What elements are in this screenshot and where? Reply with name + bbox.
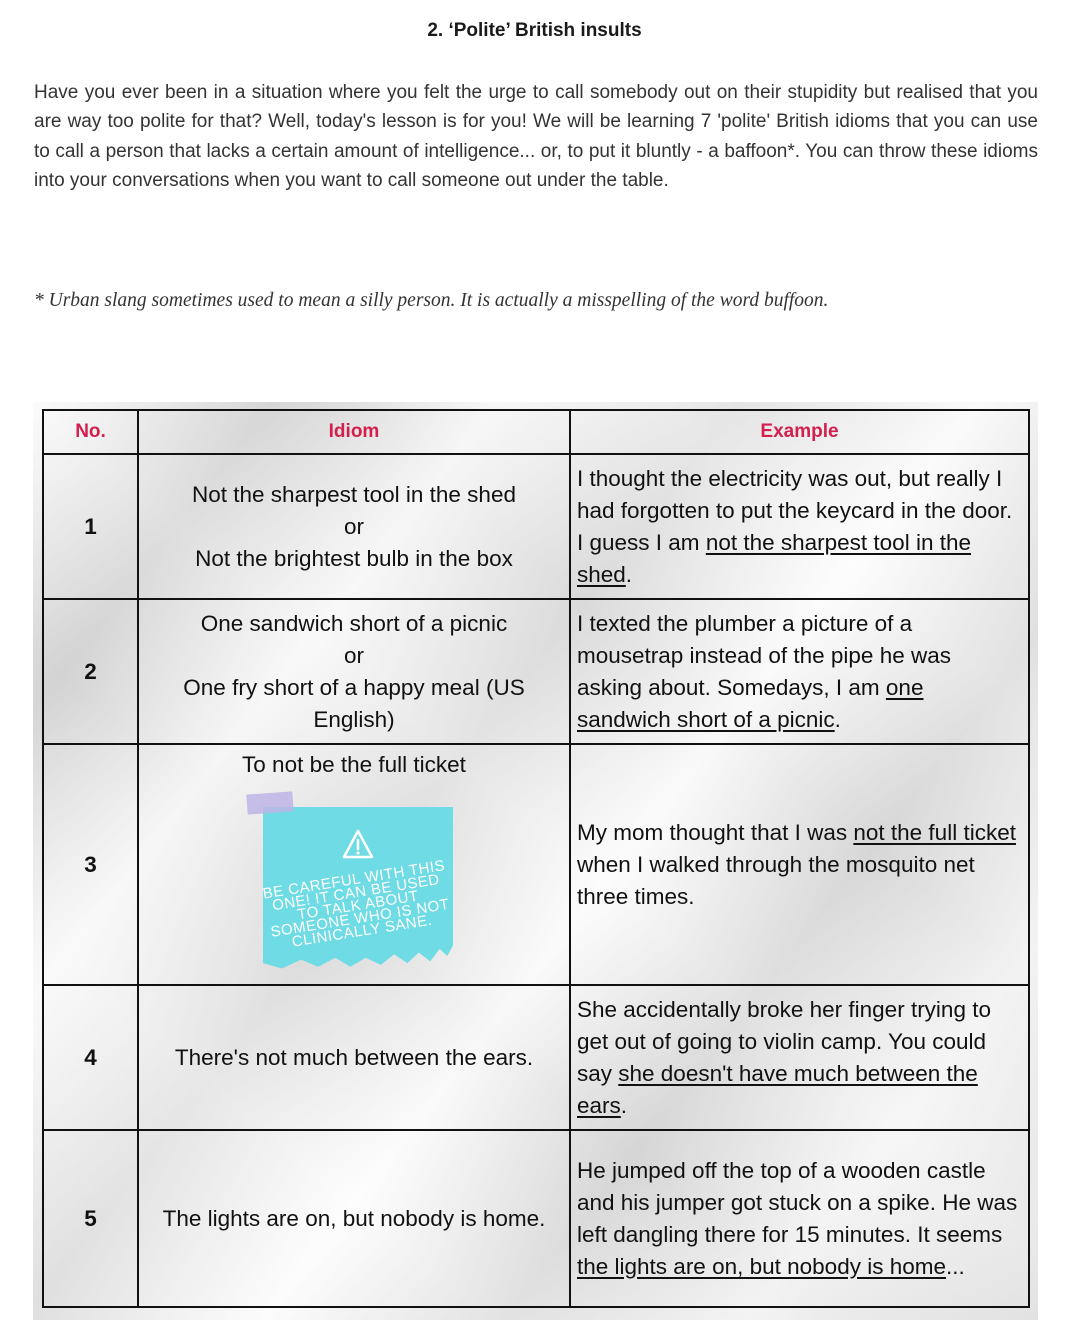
- example-cell: [570, 599, 1029, 744]
- idiom-line: Not the brightest bulb in the box: [195, 545, 513, 571]
- idiom-cell: [138, 599, 570, 744]
- idiom-line: One sandwich short of a picnic: [200, 610, 508, 636]
- row-number: 2: [43, 599, 138, 744]
- intro-paragraph: Have you ever been in a situation where you felt the urge to call somebody out on their stupidity but realised that you are way too polite for that? Well, today's lesson is for you! We will be learning 7 'polite' British idioms that you can use to call a person that lacks a certain amount of intelligence... or, to put it bluntly - a baffoon*. You can throw these idioms into your conversations when you want to call someone out under the table.: [34, 82, 1038, 191]
- idiom-cell: [138, 744, 570, 985]
- example-text-end: .: [834, 706, 841, 732]
- example-highlight: the lights are on, but nobody is home: [577, 1253, 946, 1279]
- example-text: My mom thought that I was: [577, 819, 854, 845]
- idioms-table: [42, 409, 1030, 1308]
- idiom-cell: [138, 1130, 570, 1307]
- warning-triangle-icon: [342, 829, 374, 859]
- example-text: He jumped off the top of a wooden castle and his jumper got stuck on a spike. He was left dangling there for 15 minutes. It seems: [577, 1157, 1018, 1247]
- example-cell: [570, 985, 1029, 1130]
- idiom-line: Not the sharpest tool in the shed: [192, 481, 516, 507]
- example-cell: [570, 1130, 1029, 1307]
- example-highlight: not the full ticket: [853, 819, 1016, 845]
- example-cell: [570, 744, 1029, 985]
- row-number: 3: [43, 744, 138, 985]
- header-idiom: Idiom: [138, 410, 570, 454]
- idiom-line: To not be the full ticket: [242, 751, 466, 777]
- idiom-or: or: [343, 513, 364, 539]
- table-row: [43, 985, 1029, 1130]
- idiom-line: The lights are on, but nobody is home.: [162, 1205, 546, 1231]
- example-text: She accidentally broke her finger trying to get out of going to violin camp. You could say: [577, 996, 991, 1086]
- idiom-cell: [138, 985, 570, 1130]
- sticky-note-area: [145, 781, 563, 981]
- table-row: [43, 454, 1029, 599]
- example-highlight: she doesn't have much between the ears: [577, 1060, 978, 1118]
- example-text: I thought the electricity was out, but really I had forgotten to put the keycard in the door. I guess I am: [577, 465, 1013, 555]
- sticky-note-text: BE CAREFUL WITH THIS ONE! IT CAN BE USED TO TALK ABOUT SOMEONE WHO IS NOT CLINICALLY SANE.: [261, 856, 451, 951]
- header-example: Example: [570, 410, 1029, 454]
- example-text: I texted the plumber a picture of a mousetrap instead of the pipe he was asking about. Somedays, I am: [577, 610, 951, 700]
- table-row: [43, 744, 1029, 985]
- example-cell: [570, 454, 1029, 599]
- idiom-or: or: [343, 642, 364, 668]
- table-header-row: [43, 410, 1029, 454]
- footnote: * Urban slang sometimes used to mean a silly person. It is actually a misspelling of the word buffoon.: [34, 290, 829, 311]
- example-text-end: .: [620, 1092, 628, 1118]
- example-highlight: not the sharpest tool in the shed: [577, 529, 971, 587]
- example-highlight: one sandwich short of a picnic: [577, 674, 924, 732]
- idiom-line: There's not much between the ears.: [174, 1044, 534, 1070]
- idiom-line: One fry short of a happy meal (US English): [183, 674, 525, 732]
- example-text-end: .: [625, 561, 633, 587]
- idiom-cell: [138, 454, 570, 599]
- example-text-end: ...: [946, 1253, 965, 1279]
- example-text-end: when I walked through the mosquito net three times.: [577, 851, 975, 909]
- page-title: 2. ‘Polite’ British insults: [427, 20, 642, 41]
- row-number: 5: [43, 1130, 138, 1307]
- row-number: 1: [43, 454, 138, 599]
- tape-strip: [246, 791, 293, 814]
- row-number: 4: [43, 985, 138, 1130]
- table-row: [43, 1130, 1029, 1307]
- header-no: No.: [43, 410, 138, 454]
- table-row: [43, 599, 1029, 744]
